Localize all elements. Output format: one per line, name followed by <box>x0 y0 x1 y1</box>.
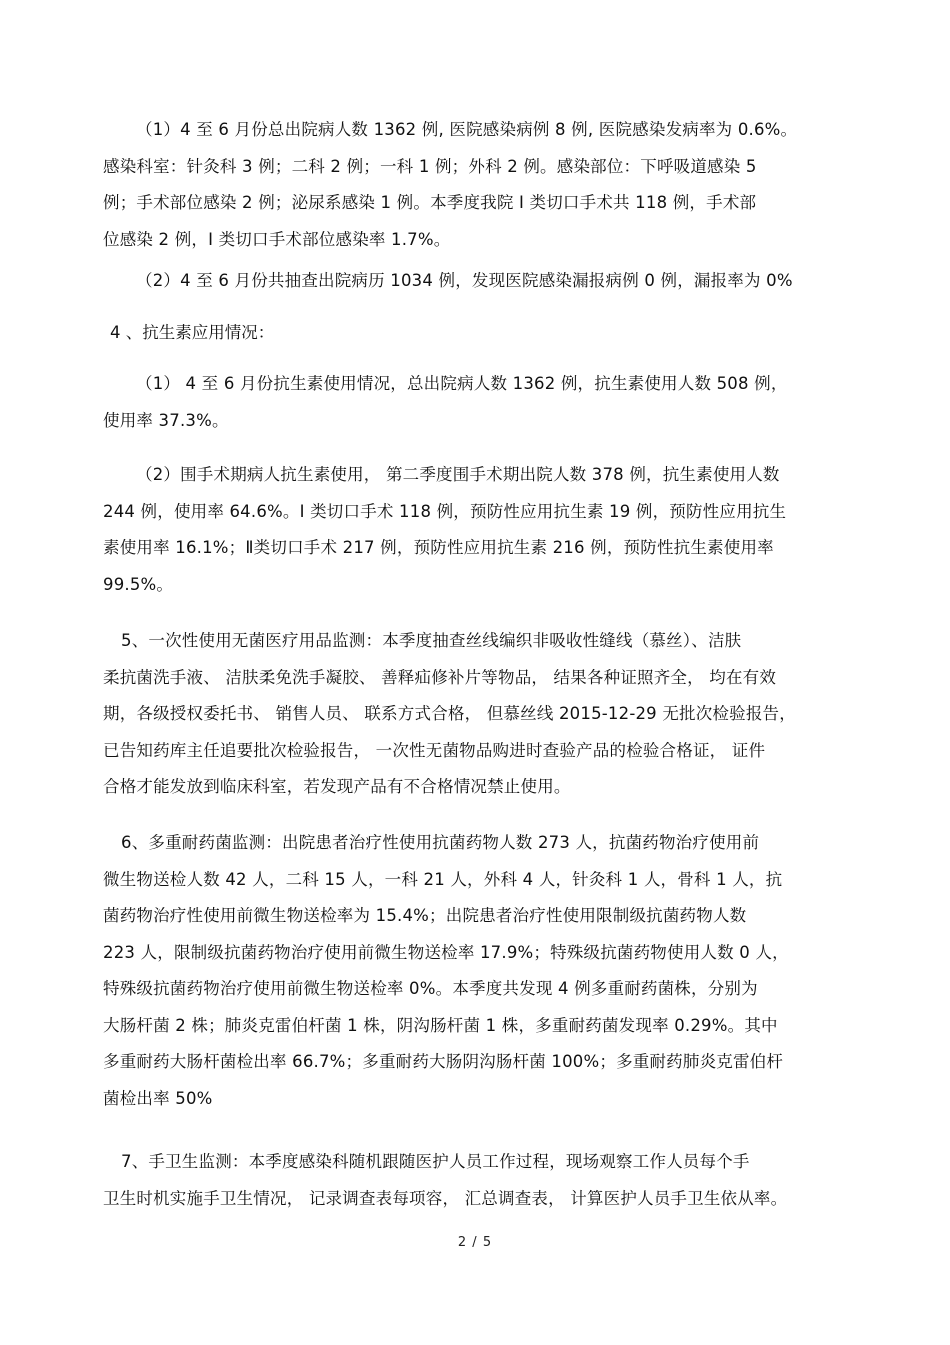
text-line: 大肠杆菌 2 株；肺炎克雷伯杆菌 1 株，阴沟肠杆菌 1 株，多重耐药菌发现率 0.29%。其中 <box>103 1015 778 1035</box>
page-number: 2 / 5 <box>457 1235 493 1250</box>
text-line: 5、一次性使用无菌医疗用品监测：本季度抽查丝线编织非吸收性缝线（慕丝）、洁肤 <box>121 631 742 650</box>
text-line: （2）围手术期病人抗生素使用， 第二季度围手术期出院人数 378 例，抗生素使用人数 <box>136 465 780 484</box>
paragraph-sterile-supplies <box>103 623 838 806</box>
text-line: 使用率 37.3%。 <box>103 410 229 430</box>
text-line: 柔抗菌洗手液、 洁肤柔免洗手凝胶、 善释疝修补片等物品， 结果各种证照齐全， 均在有效 <box>103 667 777 687</box>
text-line: （1）4 至 6 月份总出院病人数 1362 例, 医院感染病例 8 例, 医院感染发病率为 0.6%。 <box>136 120 798 139</box>
text-line: 位感染 2 例，Ⅰ 类切口手术部位感染率 1.7%。 <box>103 229 451 249</box>
text-line: 微生物送检人数 42 人，二科 15 人，一科 21 人，外科 4 人，针灸科 1 人，骨科 1 人，抗 <box>103 869 783 889</box>
paragraph-perioperative-antibiotics <box>103 457 838 603</box>
text-line: 特殊级抗菌药物治疗使用前微生物送检率 0%。本季度共发现 4 例多重耐药菌株，分别为 <box>103 979 758 998</box>
paragraph-hand-hygiene <box>103 1144 838 1217</box>
section-heading-antibiotics: 4 、抗生素应用情况： <box>110 323 275 342</box>
text-line: 菌药物治疗性使用前微生物送检率为 15.4%；出院患者治疗性使用限制级抗菌药物人数 <box>103 906 747 925</box>
text-line: 6、多重耐药菌监测：出院患者治疗性使用抗菌药物人数 273 人，抗菌药物治疗使用前 <box>121 833 760 852</box>
paragraph-underreporting-rate <box>103 263 838 300</box>
text-line: 素使用率 16.1%；Ⅱ类切口手术 217 例，预防性应用抗生素 216 例，预防性抗生素使用率 <box>103 538 774 557</box>
text-line: 卫生时机实施手卫生情况， 记录调查表每项容， 汇总调查表， 计算医护人员手卫生依从率。 <box>103 1188 788 1208</box>
text-line: 7、手卫生监测：本季度感染科随机跟随医护人员工作过程，现场观察工作人员每个手 <box>121 1152 750 1171</box>
paragraph-multidrug-resistance <box>103 825 838 1117</box>
text-line: 菌检出率 50% <box>103 1088 213 1108</box>
text-line: 多重耐药大肠杆菌检出率 66.7%；多重耐药大肠阴沟肠杆菌 100%；多重耐药肺炎克雷伯杆 <box>103 1052 784 1071</box>
text-line: 例；手术部位感染 2 例；泌尿系感染 1 例。本季度我院 Ⅰ 类切口手术共 118 例，手术部 <box>103 193 757 212</box>
text-line: 感染科室：针灸科 3 例；二科 2 例；一科 1 例；外科 2 例。感染部位：下呼吸道感染 5 <box>103 156 757 176</box>
text-line: 合格才能发放到临床科室，若发现产品有不合格情况禁止使用。 <box>103 777 571 796</box>
text-line: 244 例，使用率 64.6%。Ⅰ 类切口手术 118 例，预防性应用抗生素 19 例，预防性应用抗生 <box>103 501 787 521</box>
text-line: （2）4 至 6 月份共抽查出院病历 1034 例，发现医院感染漏报病例 0 例，漏报率为 0% <box>136 271 793 290</box>
text-line: （1） 4 至 6 月份抗生素使用情况，总出院病人数 1362 例，抗生素使用人数 508 例， <box>136 374 788 393</box>
text-line: 期，各级授权委托书、 销售人员、 联系方式合格， 但慕丝线 2015-12-29 无批次检验报告， <box>103 704 796 723</box>
paragraph-hospital-infection-rate <box>103 112 838 258</box>
text-line: 223 人，限制级抗菌药物治疗使用前微生物送检率 17.9%；特殊级抗菌药物使用人数 0 人， <box>103 942 789 962</box>
paragraph-antibiotic-usage <box>103 366 838 439</box>
text-line: 已告知药库主任追要批次检验报告， 一次性无菌物品购进时查验产品的检验合格证， 证件 <box>103 740 766 760</box>
text-line: 99.5%。 <box>103 574 174 594</box>
